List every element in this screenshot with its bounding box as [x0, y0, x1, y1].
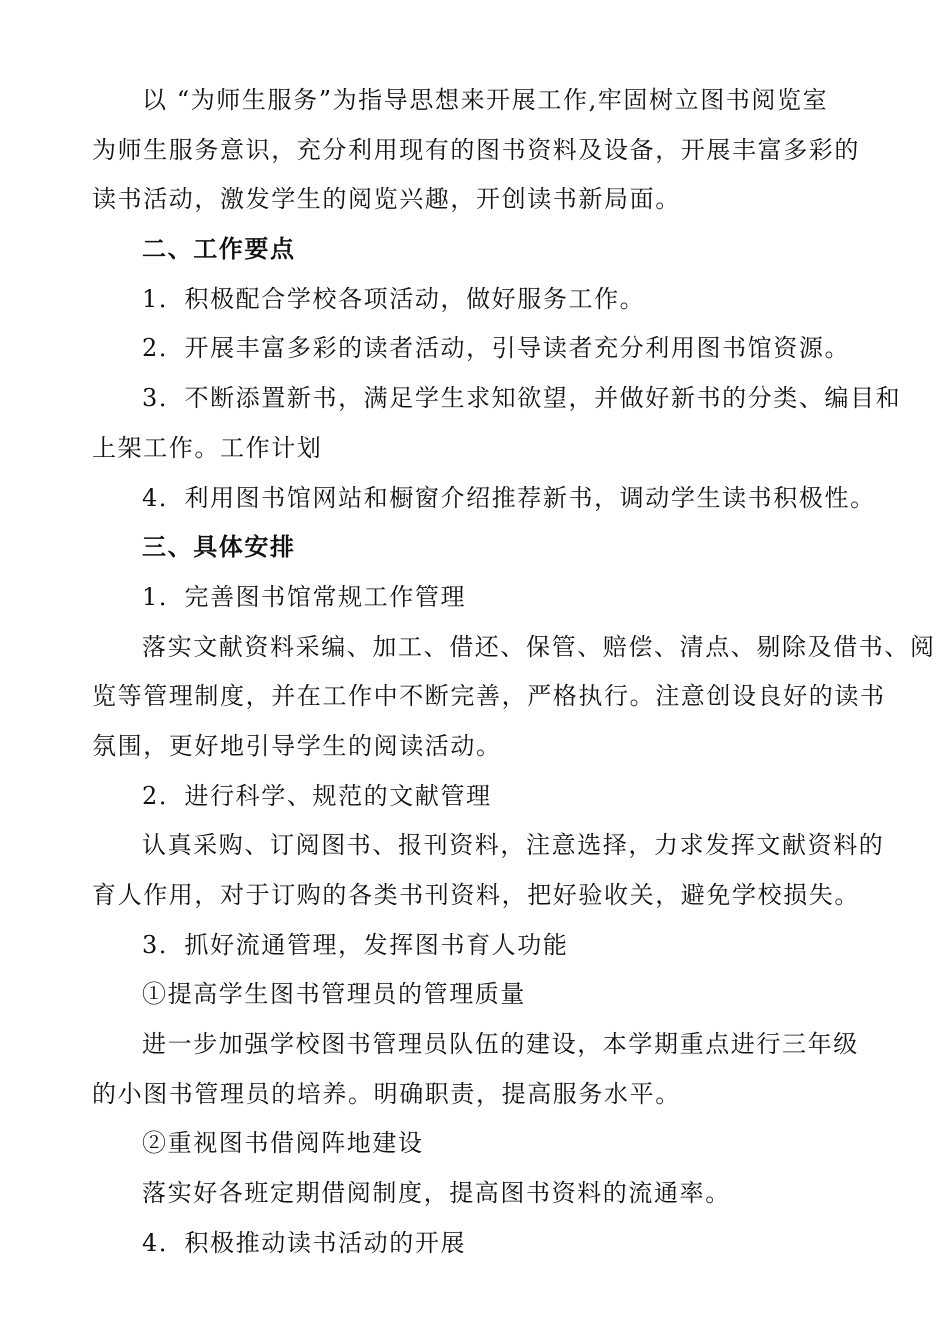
- list-item: 3．不断添置新书，满足学生求知欲望，并做好新书的分类、编目和: [142, 384, 902, 413]
- paragraph-line: 落实好各班定期借阅制度，提高图书资料的流通率。: [142, 1179, 731, 1208]
- paragraph-line: 进一步加强学校图书管理员队伍的建设，本学期重点进行三年级: [142, 1030, 859, 1059]
- paragraph-line: 为师生服务意识，充分利用现有的图书资料及设备，开展丰富多彩的: [92, 135, 860, 164]
- list-item: 1．积极配合学校各项活动，做好服务工作。: [142, 284, 646, 313]
- paragraph-line: 的小图书管理员的培养。明确职责，提高服务水平。: [92, 1079, 681, 1108]
- list-item: 4．利用图书馆网站和橱窗介绍推荐新书，调动学生读书积极性。: [142, 483, 876, 512]
- subsection-title: 2．进行科学、规范的文献管理: [142, 781, 492, 810]
- paragraph-line: 读书活动，激发学生的阅览兴趣，开创读书新局面。: [92, 185, 681, 214]
- paragraph-line: 落实文献资料采编、加工、借还、保管、赔偿、清点、剔除及借书、阅: [142, 632, 936, 661]
- paragraph-line: 览等管理制度，并在工作中不断完善，严格执行。注意创设良好的读书: [92, 682, 886, 711]
- paragraph-line: 认真采购、订阅图书、报刊资料，注意选择，力求发挥文献资料的: [142, 831, 885, 860]
- sub-item-title: ①提高学生图书管理员的管理质量: [142, 980, 526, 1009]
- section-heading-work-points: 二、工作要点: [142, 235, 296, 264]
- sub-item-title: ②重视图书借阅阵地建设: [142, 1129, 424, 1158]
- list-item-continuation: 上架工作。工作计划: [92, 433, 323, 462]
- document-page: [92, 76, 936, 1269]
- subsection-title: 3．抓好流通管理，发挥图书育人功能: [142, 930, 569, 959]
- paragraph-line: 以 “为师生服务”为指导思想来开展工作,牢固树立图书阅览室: [142, 86, 829, 114]
- subsection-title: 1．完善图书馆常规工作管理: [142, 582, 467, 611]
- paragraph-line: 氛围，更好地引导学生的阅读活动。: [92, 731, 502, 760]
- list-item: 2．开展丰富多彩的读者活动，引导读者充分利用图书馆资源。: [142, 334, 851, 363]
- paragraph-line: 育人作用，对于订购的各类书刊资料，把好验收关，避免学校损失。: [92, 881, 860, 909]
- subsection-title: 4．积极推动读书活动的开展: [142, 1228, 467, 1257]
- section-heading-arrangements: 三、具体安排: [142, 533, 296, 562]
